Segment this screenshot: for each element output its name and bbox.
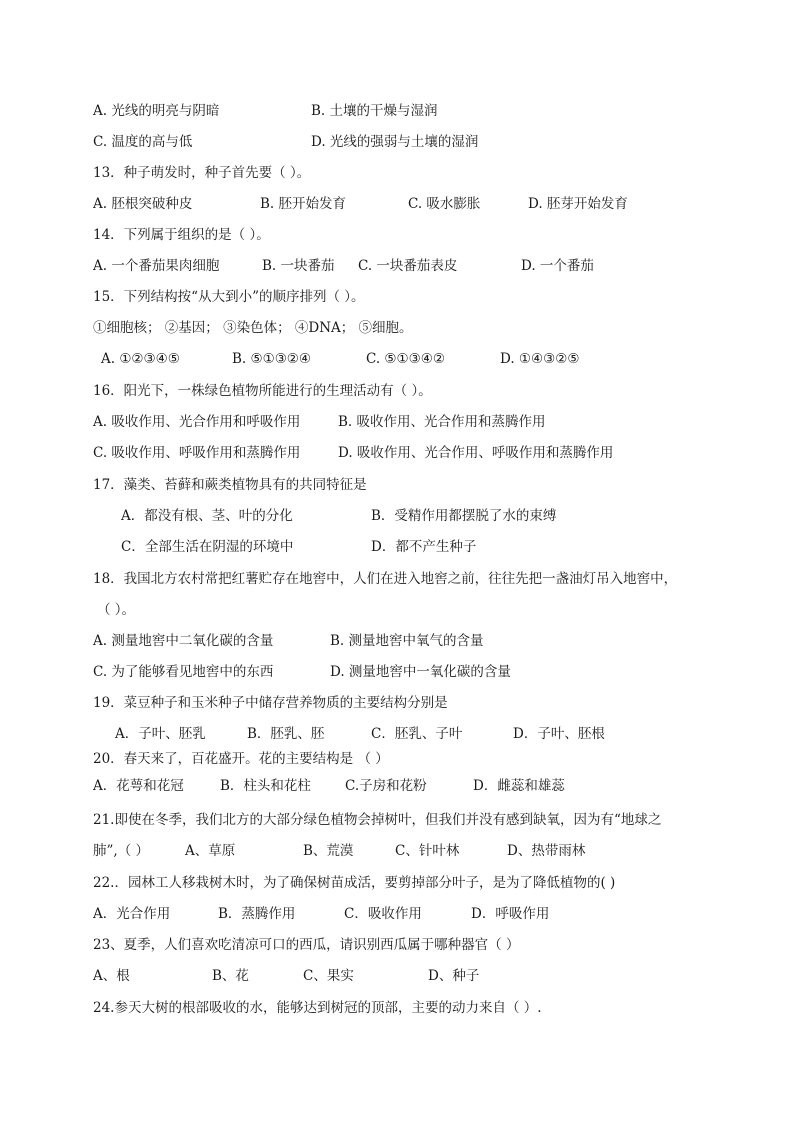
q20-option-d: D．雌蕊和雄蕊 — [473, 778, 565, 794]
q20-option-b: B．柱头和花柱 — [220, 778, 311, 794]
q19-option-b: B．胚乳、胚 — [247, 726, 325, 742]
q18-option-b: B. 测量地窖中氧气的含量 — [330, 633, 484, 649]
q17-stem: 17．藻类、苔藓和蕨类植物具有的共同特征是 — [93, 477, 367, 493]
q23-option-b: B、花 — [212, 968, 249, 984]
q13-option-a: A. 胚根突破种皮 — [93, 196, 193, 212]
q22-option-a: A．光合作用 — [93, 906, 171, 922]
q17-option-b: B．受精作用都摆脱了水的束缚 — [371, 508, 557, 524]
q18-stem: 18．我国北方农村常把红薯贮存在地窖中，人们在进入地窖之前，往往先把一盏油灯吊入地窖中， — [93, 571, 678, 587]
q21-option-d: D、热带雨林 — [507, 843, 586, 859]
q12-option-a: A. 光线的明亮与阴暗 — [93, 103, 220, 119]
q21-option-a: A、草原 — [185, 843, 236, 859]
q17-option-c: C．全部生活在阴湿的环境中 — [121, 539, 294, 555]
q15-option-a: A. ①②③④⑤ — [101, 351, 180, 367]
q21-stem-continued: 肺”,（ ） — [93, 843, 149, 859]
q15-option-c: C. ⑤①③④② — [366, 351, 445, 367]
q13-stem: 13．种子萌发时，种子首先要（ ）。 — [93, 165, 311, 181]
q21-option-c: C、针叶林 — [395, 843, 460, 859]
q20-stem: 20．春天来了，百花盛开。花的主要结构是 （ ） — [93, 751, 389, 767]
q17-option-d: D．都不产生种子 — [371, 539, 477, 555]
q15-option-b: B. ⑤①③②④ — [232, 351, 312, 367]
q18-option-c: C. 为了能够看见地窖中的东西 — [93, 664, 274, 680]
q18-option-d: D. 测量地窖中一氧化碳的含量 — [330, 664, 511, 680]
q19-option-a: A．子叶、胚乳 — [115, 726, 206, 742]
q15-option-d: D. ①④③②⑤ — [500, 351, 580, 367]
q18-stem-continued: （ ）。 — [97, 602, 136, 618]
q14-option-c: C. 一块番茄表皮 — [358, 258, 458, 274]
q14-option-a: A. 一个番茄果肉细胞 — [93, 258, 220, 274]
q16-option-d: D. 吸收作用、光合作用、呼吸作用和蒸腾作用 — [338, 445, 614, 461]
q23-option-c: C、果实 — [303, 968, 354, 984]
q16-option-b: B. 吸收作用、光合作用和蒸腾作用 — [338, 414, 546, 430]
q19-stem: 19．菜豆种子和玉米种子中储存营养物质的主要结构分别是 — [93, 695, 448, 711]
q12-option-c: C. 温度的高与低 — [93, 134, 193, 150]
q12-option-b: B. 土壤的干燥与湿润 — [311, 103, 438, 119]
q17-option-a: A．都没有根、茎、叶的分化 — [121, 508, 293, 524]
q14-option-b: B. 一块番茄 — [262, 258, 335, 274]
q12-option-d: D. 光线的强弱与土壤的湿润 — [311, 134, 479, 150]
q13-option-b: B. 胚开始发育 — [260, 196, 347, 212]
q24-stem: 24.参天大树的根部吸收的水，能够达到树冠的顶部，主要的动力来自（ ）. — [93, 1000, 542, 1016]
q22-option-b: B．蒸腾作用 — [218, 906, 296, 922]
q15-items: ①细胞核； ②基因； ③染色体； ④DNA； ⑤细胞。 — [93, 320, 413, 336]
q21-option-b: B、荒漠 — [303, 843, 354, 859]
q14-stem: 14．下列属于组织的是（ ）。 — [93, 227, 270, 243]
q22-stem: 22.．园林工人移栽树木时，为了确保树苗成活，要剪掉部分叶子，是为了降低植物的( ) — [93, 875, 616, 891]
q13-option-c: C. 吸水膨胀 — [408, 196, 481, 212]
q16-option-c: C. 吸收作用、呼吸作用和蒸腾作用 — [93, 445, 301, 461]
q20-option-a: A．花萼和花冠 — [93, 778, 184, 794]
q19-option-c: C．胚乳、子叶 — [371, 726, 463, 742]
q22-option-d: D．呼吸作用 — [471, 906, 550, 922]
q22-option-c: C．吸收作用 — [344, 906, 422, 922]
q23-stem: 23、夏季，人们喜欢吃清凉可口的西瓜，请识别西瓜属于哪种器官（ ） — [93, 937, 520, 953]
q23-option-d: D、种子 — [428, 968, 480, 984]
q21-stem: 21.即使在冬季，我们北方的大部分绿色植物会掉树叶，但我们并没有感到缺氧，因为有“地球之 — [93, 812, 662, 828]
q16-option-a: A. 吸收作用、光合作用和呼吸作用 — [93, 414, 301, 430]
q16-stem: 16．阳光下，一株绿色植物所能进行的生理活动有（ ）。 — [93, 383, 432, 399]
q15-stem: 15．下列结构按“从大到小”的顺序排列（ ）。 — [93, 289, 365, 305]
q14-option-d: D. 一个番茄 — [521, 258, 594, 274]
q19-option-d: D．子叶、胚根 — [513, 726, 605, 742]
q13-option-d: D. 胚芽开始发育 — [528, 196, 628, 212]
q23-option-a: A、根 — [93, 968, 130, 984]
q20-option-c: C.子房和花粉 — [345, 778, 427, 794]
q18-option-a: A. 测量地窖中二氧化碳的含量 — [93, 633, 274, 649]
